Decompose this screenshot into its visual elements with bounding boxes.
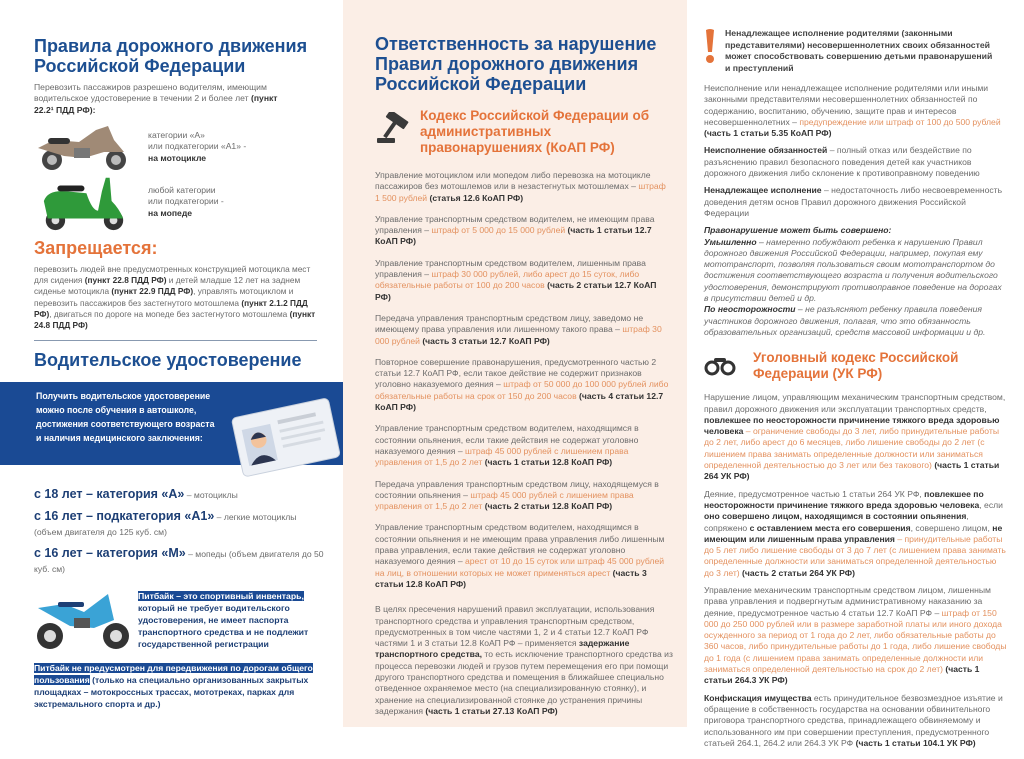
moto-line: на мотоцикле bbox=[148, 152, 207, 163]
uk-header bbox=[704, 350, 1010, 382]
text-segment: (пункт 22.8 ПДД РФ) bbox=[84, 275, 167, 286]
license-band-text: Получить водительское удостоверение можно после обучения в автошколе, достижения соответствующего возраста и наличия медицинского заключения: bbox=[36, 390, 215, 443]
koap-item bbox=[375, 604, 673, 717]
column-parents-responsibility bbox=[687, 0, 1024, 759]
text-segment: Неисполнение обязанностей bbox=[704, 145, 828, 156]
parents-item bbox=[704, 83, 1007, 139]
text-segment: , управлять мотоциклом и перевозить пассажиров без застегнутого мотошлема bbox=[34, 286, 294, 308]
text-segment: Управление механическим транспортным средством лицом, лишенным права управления и подвергнутым административному наказанию за деяние, предусмотренное частью 4 статьи 12.7 КоАП РФ – bbox=[704, 584, 991, 618]
text-segment: Конфискация имущества bbox=[704, 692, 812, 703]
page-title: Правила дорожного движения Российской Федерации bbox=[34, 36, 308, 76]
text-segment: с оставлением места его совершения bbox=[749, 522, 911, 533]
text-segment: штраф 30 000 рублей, либо арест до 15 суток, либо обязательные работы от 100 до 200 часов bbox=[375, 269, 640, 291]
text-segment: Управление транспортным средством водителем, лишенным права управления – bbox=[375, 257, 646, 280]
text-segment: По неосторожности bbox=[704, 304, 796, 315]
text-segment: (пункт 22.9 ПДД РФ) bbox=[111, 286, 194, 297]
text-segment: штраф 45 000 рублей с лишением права управления от 1,5 до 2 лет bbox=[375, 445, 629, 468]
text-segment: штраф от 150 000 до 250 000 рублей или в размере заработной платы или иного дохода осужденного за период от 1 года до 2 лет, либо обязательные работы до 360 часов, либо принудительные работы до 1 года, либо лишение свободы до 1 года (с лишением права занимать определенные должности или заниматься определенной деятельностью на срок до 2 лет) bbox=[704, 607, 1007, 675]
text-segment: арест от 10 до 15 суток или штраф 45 000 рублей на лиц, в отношении которых не может применяться арест bbox=[375, 556, 665, 578]
category-sub: – мопеды (объем двигателя до 50 куб. см) bbox=[34, 548, 324, 574]
category-main: с 18 лет – категория «А» bbox=[34, 486, 185, 501]
text-segment: (пункт 2.1.2 ПДД РФ) bbox=[34, 297, 308, 320]
prohibited-title: Запрещается: bbox=[34, 237, 158, 258]
text-segment: штраф 1 500 рублей bbox=[375, 181, 666, 203]
motorcycle-icon bbox=[34, 122, 134, 172]
text-segment: (часть 1 статьи 5.35 КоАП РФ) bbox=[704, 128, 832, 139]
text-segment: Питбайк не предусмотрен для передвижения по дорогам общего пользования bbox=[34, 662, 313, 685]
text-segment: – принудительные работы до 5 лет либо лишение свободы от 3 до 7 лет (с лишением права занимать определенные должности или заниматься определенной деятельностью до 3 лет) bbox=[704, 533, 1006, 578]
koap-item bbox=[375, 522, 670, 590]
column-liability bbox=[343, 0, 687, 727]
uk-title: Уголовный кодекс Российской Федерации (УК РФ) bbox=[753, 350, 959, 382]
text-segment: штраф 30 000 рублей bbox=[375, 324, 662, 346]
koap-item bbox=[375, 423, 670, 468]
scooter-line: на мопеде bbox=[148, 207, 193, 218]
text-segment: (часть 1 статьи 27.13 КоАП РФ) bbox=[425, 705, 558, 716]
moto-row bbox=[34, 122, 325, 172]
categories-list bbox=[34, 487, 239, 509]
pitbike-icon bbox=[34, 590, 132, 652]
text-segment: повлекшее по неосторожности причинение тяжкого вреда здоровью человека bbox=[704, 488, 984, 510]
pitbike-row bbox=[34, 590, 325, 652]
text-segment: Нарушение лицом, управляющим механическим транспортным средством, правил дорожного движения или эксплуатации транспортных средств, bbox=[704, 392, 1006, 414]
text-segment: то есть исключение транспортного средства из процесса перевозки людей и грузов путем перемещения его при помощи другого транспортного средства и помещения в ближайшее специально отведенное охраняемое место (на специализированную стоянку), и хранение на специализированной стоянке до устранения причины задержания bbox=[375, 649, 673, 716]
uk-item bbox=[704, 585, 1007, 687]
text-segment: (часть 1 статьи 264.3 УК РФ) bbox=[704, 664, 980, 686]
koap-header bbox=[375, 108, 675, 156]
text-segment: и детей младше 12 лет на заднем сиденье мотоцикла bbox=[34, 275, 301, 297]
koap-item bbox=[375, 313, 670, 347]
category-item bbox=[34, 509, 324, 539]
text-segment: штраф 45 000 рублей с лишением права управления от 1,5 до 2 лет bbox=[375, 489, 634, 512]
text-segment: оно совершено лицом, находящимся в состоянии опьянения bbox=[704, 511, 967, 522]
koap-title: Кодекс Российской Федерации об административных правонарушениях (КоАП РФ) bbox=[420, 108, 650, 155]
text-segment: Передача управления транспортным средством лицу, заведомо не имеющему права управления или лишенному такого права – bbox=[375, 312, 644, 335]
text-segment: Питбайк – это спортивный инвентарь, bbox=[138, 590, 304, 601]
uk-item bbox=[704, 489, 1007, 579]
exclamation-icon bbox=[704, 28, 716, 64]
text-segment: – недостаточность либо несвоевременность доведения детям основ Правил дорожного движения Российской Федерации bbox=[704, 185, 1003, 218]
text-segment: повлекшее по неосторожности причинение тяжкого вреда здоровью человека bbox=[704, 414, 1000, 437]
text-segment: Управление транспортным средством водителем, находящимся в состоянии опьянения, если такие действия не содержат уголовно наказуемого деяния – bbox=[375, 423, 639, 456]
text-segment: , сопряжено bbox=[704, 511, 969, 533]
text-segment: – ограничение свободы до 3 лет, либо принудительные работы до 2 лет, либо арест до 6 месяцев, либо лишение свободы до 2 лет (с лишением права занимать определенные должности или заниматься определенной деятельностью до 3 лет или без такового) bbox=[704, 426, 1000, 471]
text-segment: (часть 2 статьи 12.8 КоАП РФ) bbox=[482, 501, 613, 512]
category-item bbox=[34, 487, 239, 502]
text-segment: (часть 2 статьи 12.7 КоАП РФ) bbox=[375, 280, 657, 302]
scooter-row bbox=[34, 172, 325, 232]
text-segment: (часть 1 статьи 264 УК РФ) bbox=[704, 460, 1000, 482]
text-segment: Управление транспортным средством водителем, находящимся в состоянии опьянения и не имеющим права управления либо лишенным права управления, если такие действия не содержат уголовно наказуемого деяния – bbox=[375, 522, 665, 567]
warning-text: Ненадлежащее исполнение родителями (законными представителями) несовершеннолетних своих обязанностей может способствовать совершению детьми правонарушений и преступлений bbox=[725, 28, 993, 73]
text-segment: Ненадлежащее исполнение bbox=[704, 185, 822, 196]
scooter-category-text bbox=[148, 185, 224, 219]
category-sub: – мотоциклы bbox=[184, 489, 238, 500]
text-segment: – намеренно побуждают ребенка к нарушению Правил дорожного движения Российской Федерации, например, покупая ему мототранспорт, позволяя пользоваться своим мототранспортом до достижения соответствующего возраста и получения водительского удостоверения, демонстрируют противоправное поведение на дорогах в присутствии детей и др. bbox=[704, 236, 1002, 304]
pitbike-text bbox=[138, 590, 325, 650]
driver-license-card-icon bbox=[228, 390, 343, 482]
moto-category-text bbox=[148, 130, 246, 164]
koap-item bbox=[375, 357, 670, 413]
text-segment: – полный отказ или бездействие по разъяснению правил безопасного поведения детей как участников дорожного движения либо склонение к противоправному поведению bbox=[704, 145, 980, 179]
text-segment: , двигаться по дороге на мопеде без застегнутого мотошлема bbox=[49, 309, 290, 320]
koap-item bbox=[375, 258, 670, 303]
category-main: с 16 лет – подкатегория «А1» bbox=[34, 508, 215, 523]
koap-item bbox=[375, 214, 670, 248]
moto-line: категории «А» bbox=[148, 129, 205, 140]
text-segment: Неисполнение или ненадлежащее исполнение родителями или иными законными представителями несовершеннолетних обязанностей по содержанию, воспитанию, обучению, защите прав и интересов несовершеннолетних – bbox=[704, 83, 989, 127]
category-main: с 16 лет – категория «М» bbox=[34, 545, 186, 560]
text-segment: Перевозить пассажиров разрешено водителям, имеющим водительское удостоверение в течении 2 и более лет bbox=[34, 82, 267, 104]
text-segment: (пункт 24.8 ПДД РФ) bbox=[34, 309, 316, 331]
parents-item bbox=[704, 304, 1007, 338]
text-segment: – не разъясняют ребенку правила поведения участников дорожного движения, полагая, что это обязанность образовательных организаций, средств массовой информации и др. bbox=[704, 304, 986, 337]
text-segment: Правонарушение может быть совершено: bbox=[704, 225, 892, 236]
scooter-icon bbox=[34, 172, 134, 232]
text-segment: , если bbox=[979, 499, 1003, 510]
parents-item bbox=[704, 185, 1007, 219]
text-segment: (статья 12.6 КоАП РФ) bbox=[427, 192, 524, 203]
parents-item bbox=[704, 225, 1007, 236]
text-segment: (пункт 22.2¹ ПДД РФ): bbox=[34, 93, 278, 115]
text-segment: Передача управления транспортным средством лицу, находящемуся в состоянии опьянения – bbox=[375, 478, 659, 500]
koap-item bbox=[375, 170, 670, 204]
text-segment: (часть 1 статьи 12.7 КоАП РФ) bbox=[375, 225, 652, 247]
pitbike-note bbox=[34, 662, 324, 710]
text-segment: Умышленно bbox=[704, 236, 757, 247]
parents-item bbox=[704, 237, 1007, 305]
text-segment: Повторное совершение правонарушения, предусмотренного частью 2 статьи 12.7 КоАП РФ, если такое действие не содержит признаков уголовно наказуемого деяния – bbox=[375, 356, 657, 390]
text-segment: не имеющим или лишенным права управления bbox=[704, 522, 1003, 544]
uk-item bbox=[704, 693, 1007, 749]
scooter-line: любой категории bbox=[148, 184, 216, 195]
text-segment: предупреждение или штраф от 100 до 500 рублей bbox=[799, 116, 1001, 127]
gavel-icon bbox=[375, 112, 413, 146]
warning-block bbox=[704, 28, 1010, 74]
category-item bbox=[34, 546, 324, 576]
text-segment: (только на специально организованных закрытых площадках – мотокроссных трассах, мототреках, парках для экстремального спорта и др.) bbox=[34, 674, 309, 709]
text-segment: (часть 3 статьи 12.7 КоАП РФ) bbox=[419, 335, 550, 346]
prohibited-text bbox=[34, 264, 326, 332]
text-segment: Управление мотоциклом или мопедом либо перевозка на мотоцикле пассажиров без мотошлемов или в незастегнутых мотошлемах – bbox=[375, 170, 651, 192]
divider bbox=[34, 340, 317, 341]
text-segment: штраф от 5 000 до 15 000 рублей bbox=[431, 225, 566, 236]
text-segment: (часть 4 статьи 12.7 КоАП РФ) bbox=[375, 390, 664, 413]
liability-title: Ответственность за нарушение Правил дорожного движения Российской Федерации bbox=[375, 34, 657, 94]
scooter-line: или подкатегории - bbox=[148, 196, 224, 207]
license-title: Водительское удостоверение bbox=[34, 349, 302, 370]
intro-text bbox=[34, 82, 294, 116]
license-band bbox=[0, 382, 343, 465]
column-traffic-rules bbox=[0, 0, 343, 725]
text-segment: задержание транспортного средства, bbox=[375, 638, 630, 660]
text-segment: (часть 2 статьи 264 УК РФ) bbox=[739, 567, 855, 578]
text-segment: (часть 1 статьи 104.1 УК РФ) bbox=[855, 737, 976, 748]
text-segment: Деяние, предусмотренное частью 1 статьи 264 УК РФ, bbox=[704, 488, 925, 499]
text-segment: (часть 1 статьи 12.8 КоАП РФ) bbox=[482, 457, 613, 468]
koap-item bbox=[375, 479, 670, 513]
moto-line: или подкатегории «А1» - bbox=[148, 141, 247, 152]
uk-item bbox=[704, 392, 1007, 482]
text-segment: есть принудительное безвозмездное изъятие и обращение в собственность государства на основании обвинительного приговора транспортного средства, принадлежащего обвиняемому и использованного им при совершении преступления, предусмотренного статьей 264.1, 264.2 или 264.3 УК РФ bbox=[704, 692, 1003, 748]
text-segment: , совершено лицом, bbox=[910, 522, 993, 533]
text-segment: Управление транспортным средством водителем, не имеющим права управления – bbox=[375, 213, 655, 236]
text-segment: перевозить людей вне предусмотренных конструкцией мотоцикла мест для сидения bbox=[34, 263, 311, 286]
text-segment: В целях пресечения нарушений правил эксплуатации, использования транспортного средства и управления транспортным средством, предусмотренных в том числе частями 1, 2 и 4 статьи 12.7 КоАП РФ частями 1 и 3 статьи 12.8 КоАП РФ – применяется bbox=[375, 604, 655, 649]
categories-list-rest bbox=[34, 509, 324, 576]
text-segment: штраф от 50 000 до 100 000 рублей либо обязательные работы на срок от 150 до 200 часов bbox=[375, 379, 669, 401]
text-segment: который не требует водительского удостоверения, не имеет паспорта транспортного средства и не подлежит государственной регистрации bbox=[138, 602, 309, 649]
parents-item bbox=[704, 145, 1007, 179]
text-segment: (часть 3 статьи 12.8 КоАП РФ) bbox=[375, 567, 647, 589]
handcuffs-icon bbox=[704, 355, 736, 377]
category-sub: – легкие мотоциклы (объем двигателя до 125 куб. см) bbox=[34, 511, 297, 537]
